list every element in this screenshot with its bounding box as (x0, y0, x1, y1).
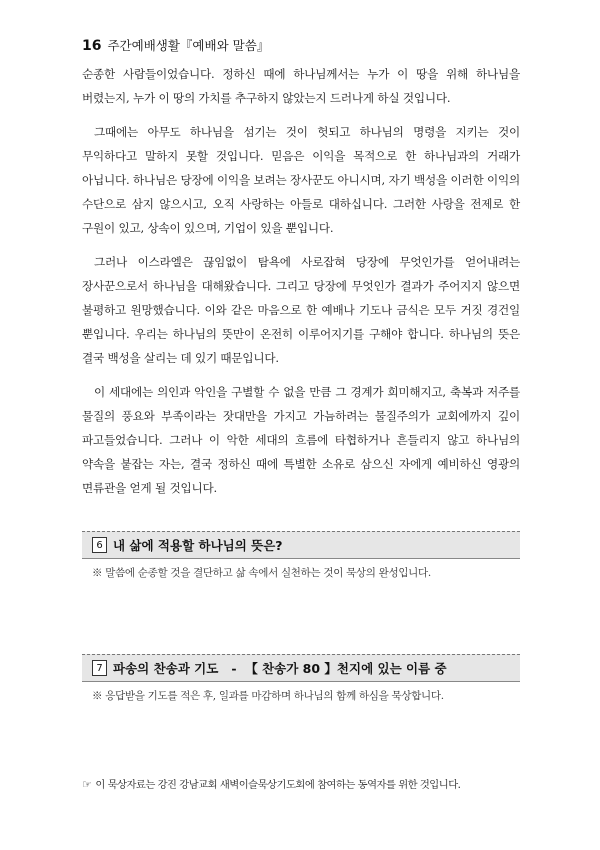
section-apply (82, 531, 520, 580)
body-text (82, 62, 520, 510)
section-note: ※ 응답받을 기도를 적은 후, 일과를 마감하며 하나님의 함께 하심을 묵상합니다. (92, 690, 444, 702)
pointing-hand-icon: ☞ (82, 778, 92, 791)
page-number: 16 (82, 38, 102, 54)
paragraph: 순종한 사람들이었습니다. 정하신 때에 하나님께서는 누가 이 땅을 위해 하나님을 버렸는지, 누가 이 땅의 가치를 추구하지 않았는지 드러나게 하실 것입니다. (82, 67, 520, 105)
section-note: ※ 말씀에 순종할 것을 결단하고 삶 속에서 실천하는 것이 묵상의 완성입니다. (92, 567, 431, 579)
section-title: 파송의 찬송과 기도 - 【 찬송가 80 】천지에 있는 이름 중 (113, 661, 447, 676)
section-title: 내 삶에 적용할 하나님의 뜻은? (113, 538, 283, 553)
publication-title: 주간예배생활『예배와 말씀』 (107, 38, 270, 53)
paragraph: 이 세대에는 의인과 악인을 구별할 수 없을 만큼 그 경계가 희미해지고, 축복과 저주를 물질의 풍요와 부족이라는 잣대만을 가지고 가늠하려는 물질주의가 교회에까지 깊이 파고들었습니다. 그러나 이 악한 세대의 흐름에 타협하거나 흔들리지 않고 하나님의 약속을 붙잡는 자는, 결국 정하신 때에 특별한 소유로 삼으신 자에게 예비하신 영광의 면류관을 얻게 될 것입니다. (82, 385, 520, 495)
paragraph: 그러나 이스라엘은 끊임없이 탐욕에 사로잡혀 당장에 무엇인가를 얻어내려는 장사꾼으로서 하나님을 대해왔습니다. 그리고 당장에 무엇인가 결과가 주어지지 않으면 불평하고 원망했습니다. 이와 같은 마음으로 한 예배나 기도나 금식은 모두 거짓 경건일 뿐입니다. 우리는 하나님의 뜻만이 온전히 이루어지기를 구해야 합니다. 하나님의 뜻은 결국 백성을 살리는 데 있기 때문입니다. (82, 255, 520, 365)
section-number-box: 6 (92, 537, 107, 553)
footer-text: 이 묵상자료는 강진 강남교회 새벽이슬묵상기도회에 참여하는 동역자를 위한 것입니다. (95, 779, 461, 791)
paragraph: 그때에는 아무도 하나님을 섬기는 것이 헛되고 하나님의 명령을 지키는 것이 무익하다고 말하지 못할 것입니다. 믿음은 이익을 목적으로 한 하나님과의 거래가 아닙니다. 하나님은 당장에 이익을 보려는 장사꾼도 아니시며, 자기 백성을 이러한 이익의 수단으로 삼지 않으시고, 오직 사랑하는 아들로 대하십니다. 그러한 사랑을 전제로 한 구원이 있고, 상속이 있으며, 기업이 있을 뿐입니다. (82, 125, 520, 235)
page-header (82, 36, 269, 54)
section-number-box: 7 (92, 660, 107, 676)
footer-note (82, 776, 460, 791)
section-heading (82, 531, 520, 559)
section-hymn-prayer (82, 654, 520, 703)
section-heading (82, 654, 520, 682)
